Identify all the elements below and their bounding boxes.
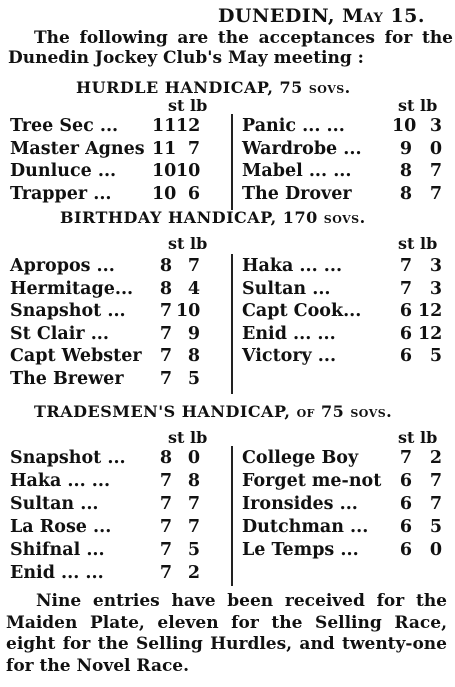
entry-row xyxy=(10,161,200,183)
weight-stone: 7 xyxy=(159,323,172,344)
stone-unit-label: st xyxy=(168,96,185,115)
weight-pounds: 10 xyxy=(176,161,201,181)
horse-name: Mabel ... ... xyxy=(242,161,352,181)
horse-name: Sultan ... xyxy=(242,278,331,299)
weight-stone: 7 xyxy=(399,448,412,468)
weight-stone: 8 xyxy=(159,256,172,276)
horse-name: The Brewer xyxy=(10,368,124,389)
entry-row xyxy=(10,563,200,585)
weight-pounds: 9 xyxy=(187,323,200,344)
entry-row xyxy=(10,184,200,206)
weight-stone: 10 xyxy=(392,116,417,136)
weight-stone: 8 xyxy=(399,161,412,181)
weight-pounds: 7 xyxy=(187,517,200,537)
entry-row xyxy=(10,517,200,539)
entry-row xyxy=(242,517,442,539)
weight-pounds: 8 xyxy=(187,471,200,491)
entry-row xyxy=(10,471,200,493)
horse-name: St Clair ... xyxy=(10,323,109,344)
entry-row xyxy=(242,448,442,470)
weight-stone: 10 xyxy=(152,161,177,181)
weight-stone: 6 xyxy=(399,540,412,560)
units-label xyxy=(168,234,207,253)
weight-pounds: 7 xyxy=(187,138,200,159)
weight-stone: 6 xyxy=(399,471,412,491)
horse-name: Haka ... ... xyxy=(242,256,343,276)
weight-pounds: 12 xyxy=(418,323,443,344)
entry-row xyxy=(242,471,442,493)
weight-stone: 9 xyxy=(399,138,412,159)
column-divider xyxy=(231,114,233,210)
weight-stone: 7 xyxy=(159,517,172,537)
horse-name: Capt Webster xyxy=(10,346,142,366)
pound-unit-label: lb xyxy=(189,96,208,115)
horse-name: Master Agnes xyxy=(10,138,145,159)
weight-stone: 6 xyxy=(399,323,412,344)
horse-name: Hermitage... xyxy=(10,278,134,299)
stone-unit-label: st xyxy=(398,428,415,447)
weight-stone: 6 xyxy=(399,517,412,537)
horse-name: Snapshot ... xyxy=(10,301,126,321)
horse-name: Dunluce ... xyxy=(10,161,117,181)
horse-name: Dutchman ... xyxy=(242,517,369,537)
entry-row xyxy=(242,540,442,562)
weight-stone: 10 xyxy=(152,183,177,204)
weight-pounds: 10 xyxy=(176,301,201,321)
horse-name: College Boy xyxy=(242,448,359,468)
pound-unit-label: lb xyxy=(189,234,208,253)
entry-row xyxy=(242,161,442,183)
weight-pounds: 5 xyxy=(187,540,200,560)
weight-pounds: 4 xyxy=(187,278,200,299)
horse-name: Trapper ... xyxy=(10,183,112,204)
weight-stone: 8 xyxy=(399,183,412,204)
stone-unit-label: st xyxy=(398,234,415,253)
stone-unit-label: st xyxy=(168,234,185,253)
entry-row xyxy=(10,256,200,278)
entry-row xyxy=(10,279,200,301)
weight-stone: 7 xyxy=(159,368,172,389)
horse-name: Capt Cook... xyxy=(242,301,362,321)
weight-pounds: 7 xyxy=(429,161,442,181)
weight-pounds: 7 xyxy=(187,256,200,276)
weight-pounds: 12 xyxy=(176,116,201,136)
weight-stone: 6 xyxy=(399,301,412,321)
race-heading: HURDLE HANDICAP, 75 sovs. xyxy=(76,78,351,97)
weight-pounds: 7 xyxy=(187,494,200,514)
entry-row xyxy=(10,540,200,562)
entry-row xyxy=(10,346,200,368)
weight-pounds: 12 xyxy=(418,301,443,321)
horse-name: Forget me-not xyxy=(242,471,382,491)
units-label xyxy=(168,96,207,115)
entry-row xyxy=(242,346,442,368)
weight-pounds: 2 xyxy=(187,563,200,583)
entry-row xyxy=(10,448,200,470)
intro-paragraph: The following are the acceptances for the Dunedin Jockey Club's May meeting : xyxy=(8,28,453,68)
weight-stone: 7 xyxy=(159,346,172,366)
horse-name: Victory ... xyxy=(242,346,337,366)
weight-stone: 8 xyxy=(159,448,172,468)
weight-stone: 7 xyxy=(159,540,172,560)
weight-stone: 7 xyxy=(399,278,412,299)
entry-row xyxy=(242,324,442,346)
weight-pounds: 5 xyxy=(187,368,200,389)
units-label xyxy=(168,428,207,447)
entry-row xyxy=(10,494,200,516)
pound-unit-label: lb xyxy=(419,96,438,115)
horse-name: Panic ... ... xyxy=(242,116,345,136)
entry-row xyxy=(242,116,442,138)
weight-stone: 7 xyxy=(159,563,172,583)
weight-stone: 7 xyxy=(159,301,172,321)
units-label xyxy=(398,428,437,447)
weight-stone: 6 xyxy=(399,346,412,366)
weight-pounds: 5 xyxy=(429,346,442,366)
weight-stone: 8 xyxy=(159,278,172,299)
horse-name: La Rose ... xyxy=(10,517,112,537)
pound-unit-label: lb xyxy=(419,234,438,253)
race-heading: TRADESMEN'S HANDICAP, of 75 sovs. xyxy=(34,402,393,421)
horse-name: Tree Sec ... xyxy=(10,116,119,136)
entry-row xyxy=(242,301,442,323)
horse-name: Snapshot ... xyxy=(10,448,126,468)
weight-pounds: 2 xyxy=(429,448,442,468)
weight-pounds: 7 xyxy=(429,183,442,204)
stone-unit-label: st xyxy=(168,428,185,447)
horse-name: Haka ... ... xyxy=(10,471,111,491)
horse-name: Apropos ... xyxy=(10,256,115,276)
dateline: DUNEDIN, May 15. xyxy=(217,5,425,27)
horse-name: The Drover xyxy=(242,183,352,204)
entry-row xyxy=(242,494,442,516)
weight-pounds: 6 xyxy=(187,183,200,204)
horse-name: Shifnal ... xyxy=(10,540,105,560)
weight-pounds: 7 xyxy=(429,494,442,514)
entry-row xyxy=(10,116,200,138)
entry-row xyxy=(242,279,442,301)
entry-row xyxy=(10,369,200,391)
weight-pounds: 3 xyxy=(429,116,442,136)
footer-paragraph: Nine entries have been received for the Maiden Plate, eleven for the Selling Race, eight for the Selling Hurdles, and twenty-one for the Novel Race. xyxy=(6,591,447,676)
weight-stone: 11 xyxy=(152,116,177,136)
weight-stone: 7 xyxy=(399,256,412,276)
weight-pounds: 3 xyxy=(429,256,442,276)
weight-pounds: 0 xyxy=(187,448,200,468)
weight-pounds: 3 xyxy=(429,278,442,299)
weight-pounds: 0 xyxy=(429,540,442,560)
units-label xyxy=(398,96,437,115)
entry-row xyxy=(242,184,442,206)
weight-stone: 7 xyxy=(159,471,172,491)
weight-pounds: 8 xyxy=(187,346,200,366)
entry-row xyxy=(242,139,442,161)
horse-name: Enid ... ... xyxy=(242,323,336,344)
stone-unit-label: st xyxy=(398,96,415,115)
entry-row xyxy=(10,324,200,346)
units-label xyxy=(398,234,437,253)
horse-name: Enid ... ... xyxy=(10,563,104,583)
column-divider xyxy=(231,446,233,586)
race-heading: BIRTHDAY HANDICAP, 170 sovs. xyxy=(60,208,366,227)
weight-pounds: 5 xyxy=(429,517,442,537)
horse-name: Le Temps ... xyxy=(242,540,359,560)
horse-name: Sultan ... xyxy=(10,494,99,514)
weight-pounds: 7 xyxy=(429,471,442,491)
weight-stone: 6 xyxy=(399,494,412,514)
pound-unit-label: lb xyxy=(419,428,438,447)
horse-name: Ironsides ... xyxy=(242,494,358,514)
entry-row xyxy=(10,139,200,161)
pound-unit-label: lb xyxy=(189,428,208,447)
horse-name: Wardrobe ... xyxy=(242,138,362,159)
weight-pounds: 0 xyxy=(429,138,442,159)
entry-row xyxy=(242,256,442,278)
column-divider xyxy=(231,254,233,394)
entry-row xyxy=(10,301,200,323)
weight-stone: 11 xyxy=(152,138,177,159)
weight-stone: 7 xyxy=(159,494,172,514)
